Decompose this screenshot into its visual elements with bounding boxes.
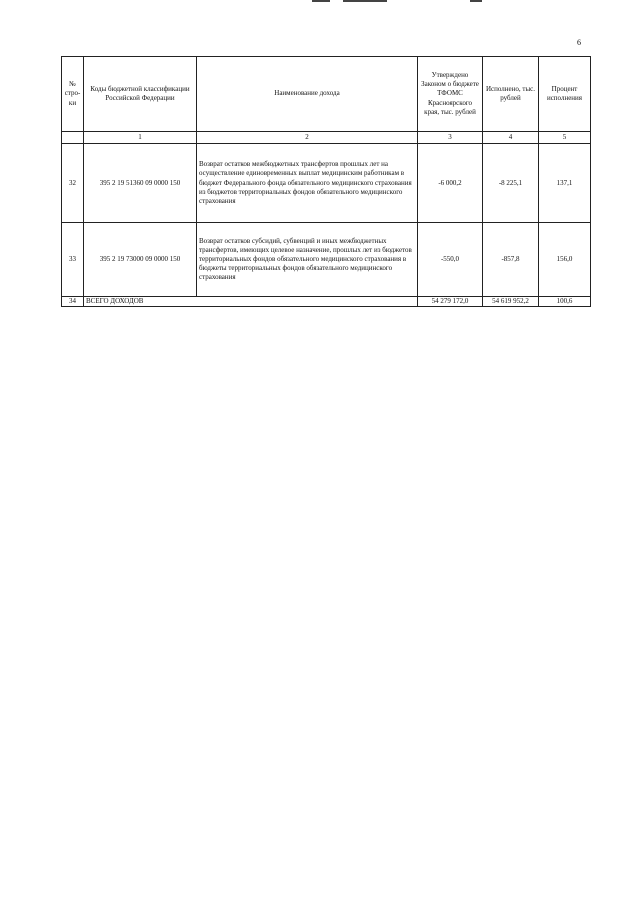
row-number: 34 xyxy=(62,297,84,307)
column-number: 2 xyxy=(197,132,418,144)
approved-value: -6 000,2 xyxy=(418,144,483,223)
revenue-table xyxy=(61,56,591,307)
column-number-blank xyxy=(62,132,84,144)
column-number: 1 xyxy=(84,132,197,144)
column-number-row xyxy=(62,132,591,144)
column-number: 5 xyxy=(539,132,591,144)
header-approved: Утверждено Законом о бюджете ТФОМС Красноярского края, тыс. рублей xyxy=(418,57,483,132)
total-row xyxy=(62,297,591,307)
executed-value: -8 225,1 xyxy=(483,144,539,223)
total-executed: 54 619 952,2 xyxy=(483,297,539,307)
budget-code: 395 2 19 73000 09 0000 150 xyxy=(84,223,197,297)
budget-code: 395 2 19 51360 09 0000 150 xyxy=(84,144,197,223)
column-number: 3 xyxy=(418,132,483,144)
approved-value: -550,0 xyxy=(418,223,483,297)
header-executed: Исполнено, тыс. рублей xyxy=(483,57,539,132)
header-percent: Процент исполнения xyxy=(539,57,591,132)
revenue-name: Возврат остатков субсидий, субвенций и иных межбюджетных трансфертов, имеющих целевое назначение, прошлых лет из бюджетов территориальных фондов обязательного медицинского страхования в бюджеты территориальных фондов обязательного медицинского страхования xyxy=(197,223,418,297)
table-row xyxy=(62,223,591,297)
header-codes: Коды бюджетной классификации Российской Федерации xyxy=(84,57,197,132)
percent-value: 137,1 xyxy=(539,144,591,223)
total-approved: 54 279 172,0 xyxy=(418,297,483,307)
table-row xyxy=(62,144,591,223)
percent-value: 156,0 xyxy=(539,223,591,297)
column-number: 4 xyxy=(483,132,539,144)
table-header-row xyxy=(62,57,591,132)
row-number: 33 xyxy=(62,223,84,297)
total-label: ВСЕГО ДОХОДОВ xyxy=(84,297,418,307)
header-name: Наименование дохода xyxy=(197,57,418,132)
row-number: 32 xyxy=(62,144,84,223)
revenue-name: Возврат остатков межбюджетных трансфертов прошлых лет на осуществление единовременных выплат медицинским работникам в бюджет Федерального фонда обязательного медицинского страхования из бюджетов территориальных фондов обязательного медицинского страхования xyxy=(197,144,418,223)
page-number: 6 xyxy=(577,38,581,47)
scan-artifact-line xyxy=(312,0,330,2)
executed-value: -857,8 xyxy=(483,223,539,297)
total-percent: 100,6 xyxy=(539,297,591,307)
header-row-no: № стро-ки xyxy=(62,57,84,132)
scan-artifact-line xyxy=(343,0,387,2)
scan-artifact-line xyxy=(470,0,482,2)
